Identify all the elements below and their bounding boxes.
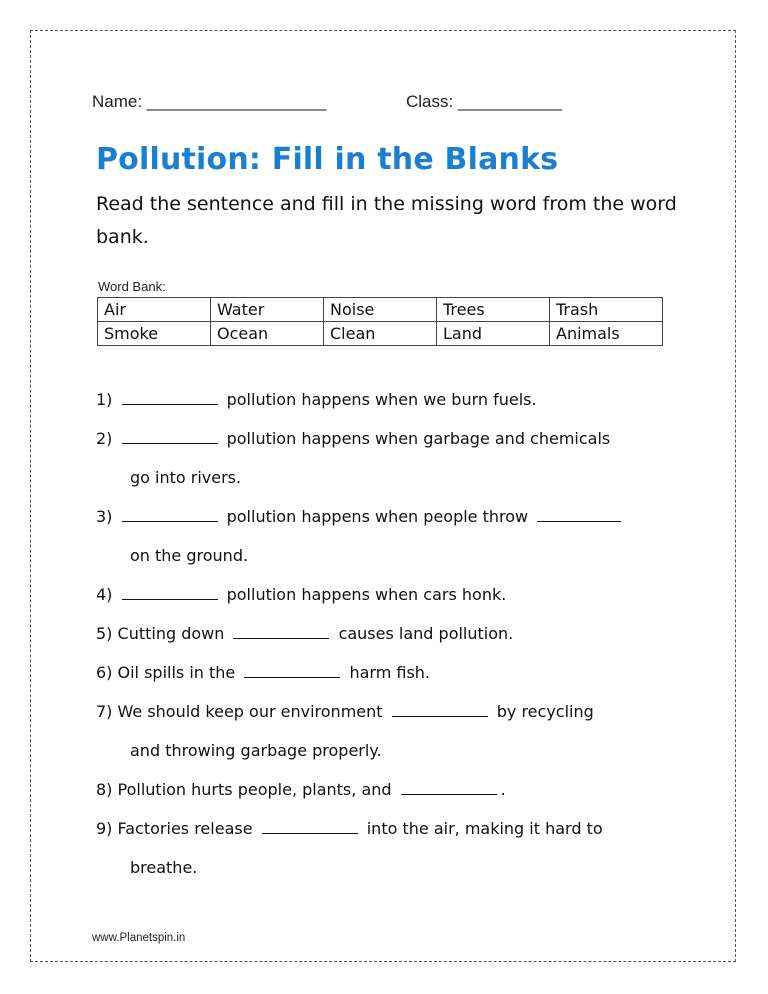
word-bank-cell: Land [437,322,550,346]
question-7 [96,698,696,776]
question-text-after: by recycling [496,702,594,721]
question-text-before: Pollution hurts people, plants, and [117,780,392,799]
question-4 [96,581,696,620]
question-8 [96,776,696,815]
class-field: Class: ___________ [406,92,562,111]
question-text-before: Oil spills in the [117,663,236,682]
answer-blank[interactable] [262,819,358,834]
answer-blank[interactable] [122,429,218,444]
question-5 [96,620,696,659]
question-number: 5) [96,624,113,643]
answer-blank[interactable] [122,585,218,600]
question-1 [96,386,696,425]
question-text-before: Cutting down [117,624,225,643]
question-text-after: pollution happens when people throw [226,507,529,526]
word-bank-table [97,297,663,346]
word-bank-row [98,298,663,322]
question-text-after: . [500,780,506,799]
question-text-before: Factories release [117,819,253,838]
word-bank-row [98,322,663,346]
question-continuation: go into rivers. [130,468,242,487]
question-2 [96,425,696,503]
answer-blank[interactable] [537,507,621,522]
question-continuation: breathe. [130,858,198,877]
word-bank-cell: Air [98,298,211,322]
answer-blank[interactable] [122,507,218,522]
word-bank-cell: Ocean [211,322,324,346]
answer-blank[interactable] [122,390,218,405]
question-text-after: pollution happens when garbage and chemicals [226,429,611,448]
question-text-after: into the air, making it hard to [366,819,603,838]
question-number: 1) [96,390,113,409]
question-text-after: pollution happens when cars honk. [226,585,507,604]
word-bank-cell: Trash [550,298,663,322]
answer-blank[interactable] [401,780,497,795]
question-text-after: causes land pollution. [338,624,514,643]
question-number: 2) [96,429,113,448]
question-number: 6) [96,663,113,682]
question-9 [96,815,696,893]
footer-url: www.Planetspin.in [92,932,186,944]
question-number: 7) [96,702,113,721]
answer-blank[interactable] [233,624,329,639]
answer-blank[interactable] [392,702,488,717]
answer-blank[interactable] [244,663,340,678]
word-bank-label: Word Bank: [98,279,166,294]
question-number: 4) [96,585,113,604]
question-text-after: pollution happens when we burn fuels. [226,390,537,409]
question-6 [96,659,696,698]
word-bank-cell: Trees [437,298,550,322]
word-bank-cell: Smoke [98,322,211,346]
word-bank-cell: Animals [550,322,663,346]
question-continuation: and throwing garbage properly. [130,741,382,760]
question-text-before: We should keep our environment [117,702,383,721]
page-title: Pollution: Fill in the Blanks [96,142,559,177]
question-number: 3) [96,507,113,526]
question-list [96,386,696,893]
question-3 [96,503,696,581]
question-number: 8) [96,780,113,799]
header-row [92,92,652,118]
name-field: Name: ___________________ [92,92,327,111]
question-continuation: on the ground. [130,546,249,565]
question-number: 9) [96,819,113,838]
word-bank-cell: Clean [324,322,437,346]
word-bank-cell: Water [211,298,324,322]
word-bank-cell: Noise [324,298,437,322]
instructions: Read the sentence and fill in the missing word from the word bank. [96,193,677,248]
question-text-after: harm fish. [349,663,431,682]
